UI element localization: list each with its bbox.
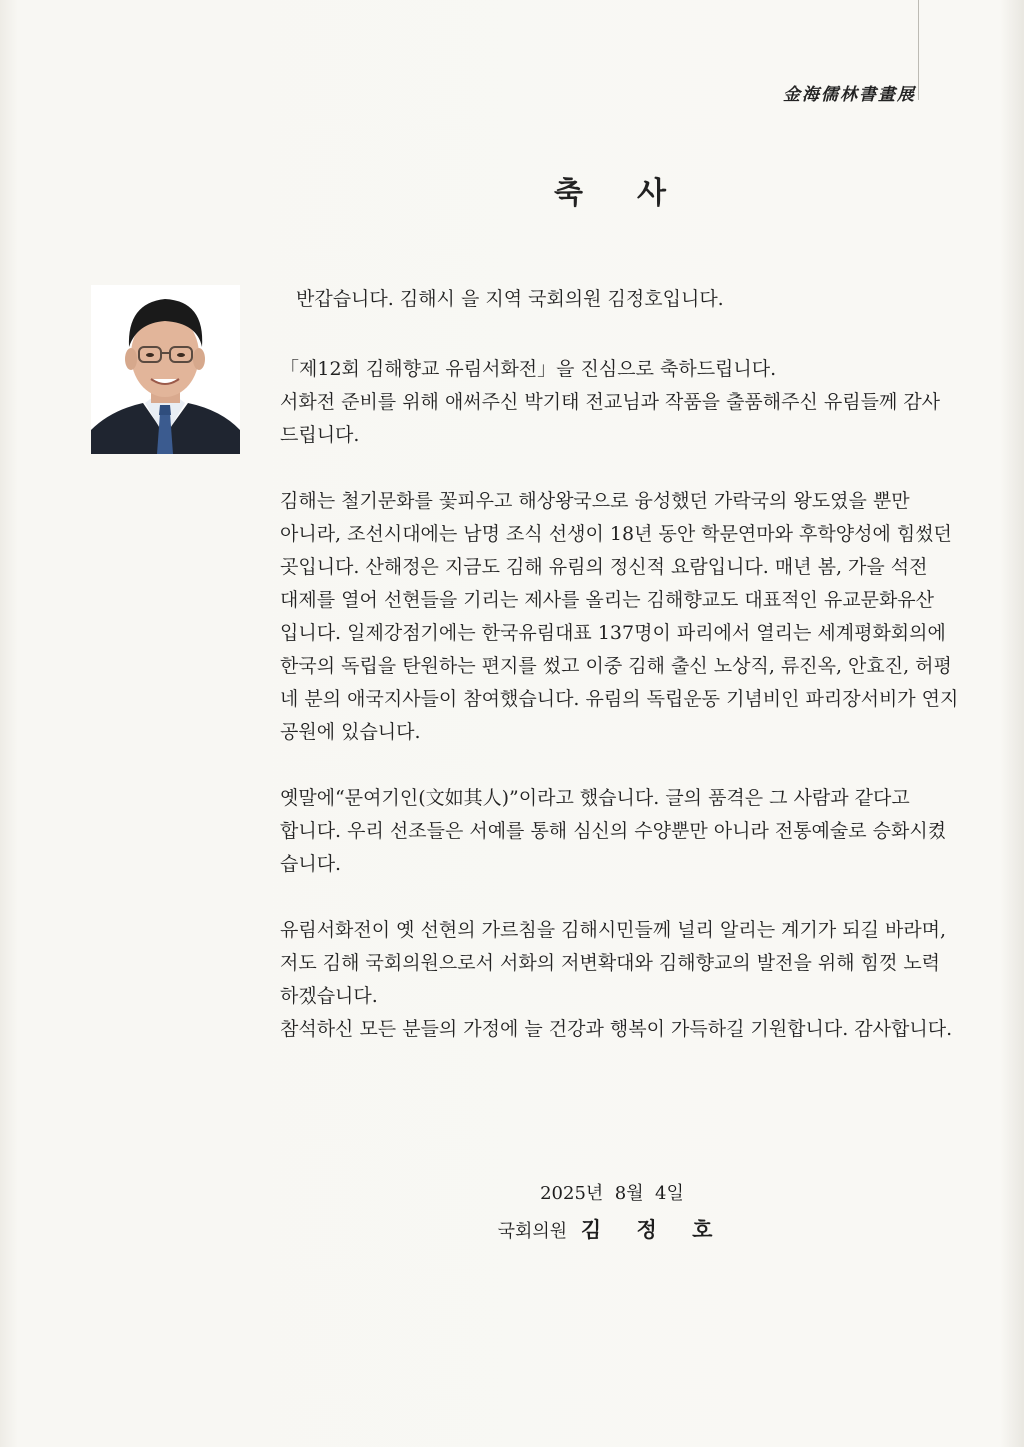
- body-line: 곳입니다. 산해정은 지금도 김해 유림의 정신적 요람입니다. 매년 봄, 가을 석전: [280, 556, 928, 578]
- body-line: 합니다. 우리 선조들은 서예를 통해 심신의 수양뿐만 아니라 전통예술로 승화시켰: [280, 820, 947, 842]
- title-char-1: 축: [554, 176, 587, 211]
- portrait-photo: [91, 285, 240, 454]
- signature-name: 김 정 호: [580, 1218, 727, 1242]
- body-line: 「제12회 김해향교 유림서화전」을 진심으로 축하드립니다.: [280, 358, 777, 380]
- body-line: 저도 김해 국회의원으로서 서화의 저변확대와 김해향교의 발전을 위해 힘껏 노력: [280, 952, 941, 974]
- body-line: 하겠습니다.: [280, 985, 378, 1007]
- body-line: 습니다.: [280, 853, 342, 875]
- body-line: 김해는 철기문화를 꽃피우고 해상왕국으로 융성했던 가락국의 왕도였을 뿐만: [280, 490, 910, 512]
- exhibition-calligraphy-header: 金海儒林書畫展: [783, 85, 916, 105]
- paragraph-closing: [280, 914, 953, 1046]
- signature-line: [0, 1212, 1024, 1250]
- signature-role: 국회의원: [497, 1221, 568, 1242]
- page-title: [0, 168, 1024, 212]
- body-line: 참석하신 모든 분들의 가정에 늘 건강과 행복이 가득하길 기원합니다. 감사합니다.: [280, 1018, 953, 1040]
- body-line: 옛말에“문여기인(文如其人)”이라고 했습니다. 글의 품격은 그 사람과 같다고: [280, 787, 910, 809]
- paragraph-history: [280, 485, 959, 749]
- body-line: 서화전 준비를 위해 애써주신 박기태 전교님과 작품을 출품해주신 유림들께 감사: [280, 391, 941, 413]
- body-line: 드립니다.: [280, 424, 360, 446]
- signature-block: [0, 1176, 1024, 1250]
- body-line: 한국의 독립을 탄원하는 편지를 썼고 이중 김해 출신 노상직, 류진옥, 안효진, 허평: [280, 655, 952, 677]
- title-char-2: 사: [637, 176, 670, 211]
- body-line: 반갑습니다. 김해시 을 지역 국회의원 김정호입니다.: [296, 288, 724, 310]
- body-line: 공원에 있습니다.: [280, 721, 421, 743]
- paragraph-proverb: [280, 782, 948, 881]
- body-line: 입니다. 일제강점기에는 한국유림대표 137명이 파리에서 열리는 세계평화회의에: [280, 622, 946, 644]
- body-line: 대제를 열어 선현들을 기리는 제사를 올리는 김해향교도 대표적인 유교문화유산: [280, 589, 934, 611]
- body-line: 유림서화전이 옛 선현의 가르침을 김해시민들께 널리 알리는 계기가 되길 바라며,: [280, 919, 947, 941]
- body-line: 네 분의 애국지사들이 참여했습니다. 유림의 독립운동 기념비인 파리장서비가 연지: [280, 688, 959, 710]
- portrait-icon: [91, 285, 240, 454]
- letter-body: [280, 283, 959, 1046]
- signature-date: 2025년 8월 4일: [540, 1183, 684, 1204]
- paragraph-greeting: [280, 283, 948, 316]
- paragraph-congratulation: [280, 353, 948, 452]
- page-fold-line: [918, 0, 919, 100]
- body-line: 아니라, 조선시대에는 남명 조식 선생이 18년 동안 학문연마와 후학양성에 힘썼던: [280, 523, 952, 545]
